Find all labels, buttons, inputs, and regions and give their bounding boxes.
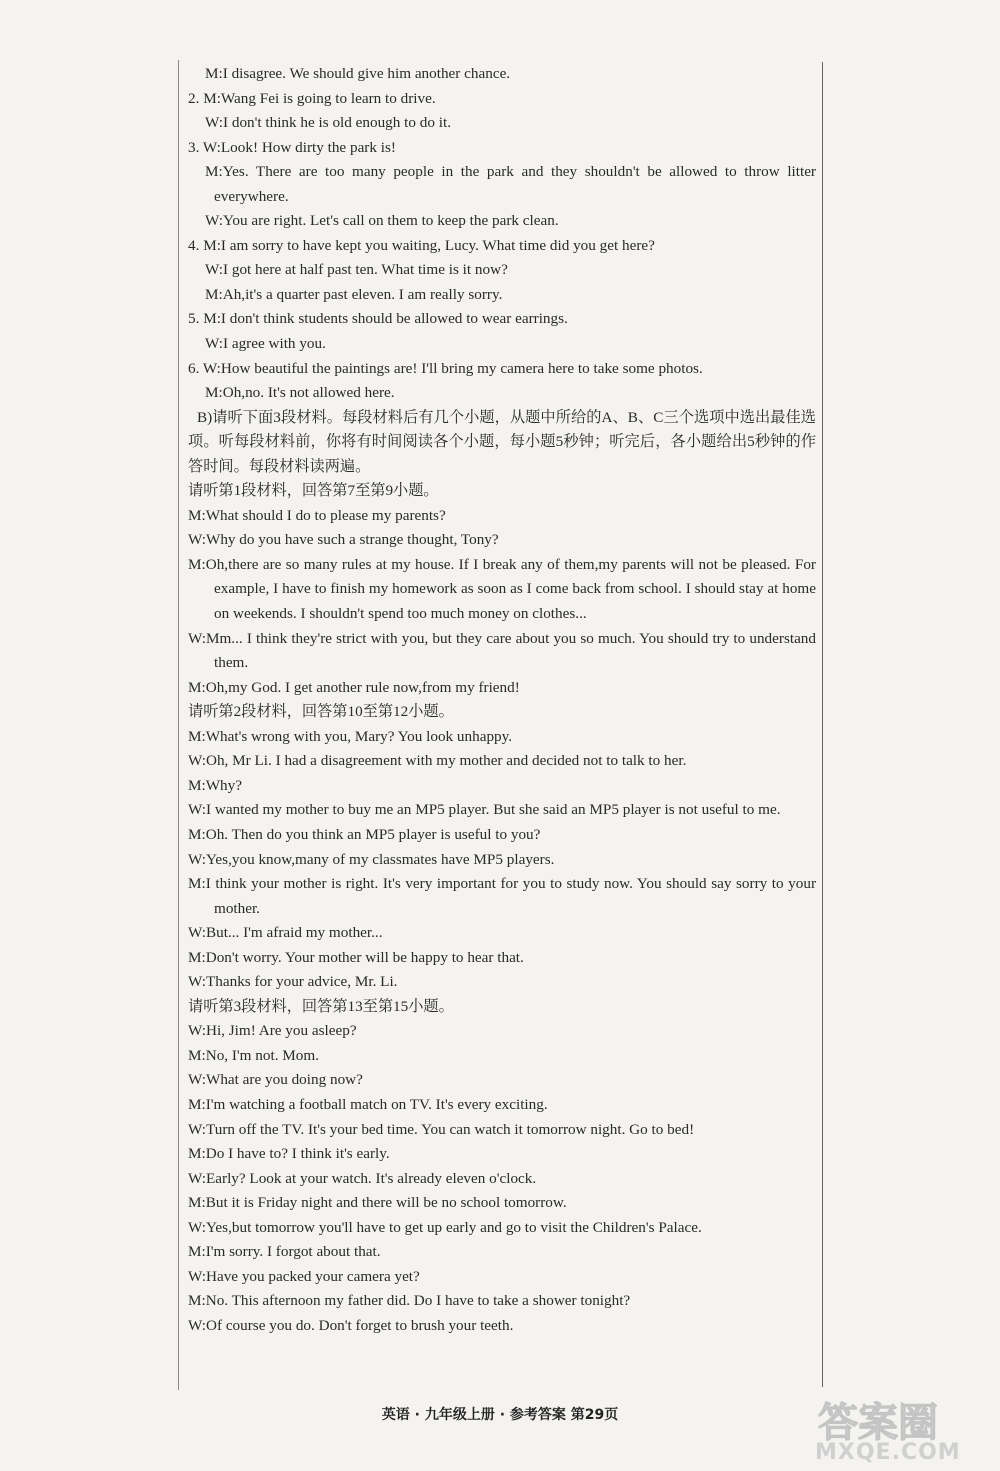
- text-paragraph: M:I think your mother is right. It's very important for you to study now. You should say sorry to your mother.: [188, 875, 816, 917]
- watermark-url: MXQE.COM: [815, 1440, 961, 1465]
- text-line: 3. W:Look! How dirty the park is!: [188, 138, 396, 156]
- text-line: M:Don't worry. Your mother will be happy to hear that.: [188, 948, 524, 966]
- text-paragraph: W:Mm... I think they're strict with you, but they care about you so much. You should try to understand them.: [188, 629, 816, 672]
- text-line: W:I don't think he is old enough to do it.: [205, 114, 451, 132]
- text-line: 5. M:I don't think students should be allowed to wear earrings.: [188, 310, 568, 328]
- text-line: W:I agree with you.: [205, 335, 326, 353]
- text-line: M:Oh,no. It's not allowed here.: [205, 384, 395, 402]
- text-line: W:Oh, Mr Li. I had a disagreement with my mother and decided not to talk to her.: [188, 752, 687, 770]
- text-line: W:Why do you have such a strange thought, Tony?: [188, 531, 499, 549]
- text-line: M:I'm sorry. I forgot about that.: [188, 1243, 381, 1261]
- transcript-body: [188, 62, 816, 1338]
- text-paragraph: M:Yes. There are too many people in the park and they shouldn't be allowed to throw litter everywhere.: [205, 163, 816, 205]
- text-line: W:Yes,you know,many of my classmates have MP5 players.: [188, 850, 555, 868]
- section-heading: 请听第2段材料，回答第10至第12小题。: [188, 703, 454, 721]
- text-line: M:Do I have to? I think it's early.: [188, 1145, 390, 1163]
- text-line: W:Early? Look at your watch. It's already eleven o'clock.: [188, 1169, 537, 1187]
- text-line: M:I'm watching a football match on TV. It's every exciting.: [188, 1095, 548, 1113]
- text-line: 2. M:Wang Fei is going to learn to drive.: [188, 89, 436, 107]
- left-margin-rule: [178, 60, 179, 1390]
- text-line: M:Why?: [188, 776, 242, 794]
- text-line: W:Of course you do. Don't forget to brush your teeth.: [188, 1316, 514, 1334]
- text-line: W:I got here at half past ten. What time is it now?: [205, 261, 508, 279]
- text-line: M:Oh. Then do you think an MP5 player is useful to you?: [188, 825, 541, 843]
- text-line: M:What's wrong with you, Mary? You look unhappy.: [188, 727, 513, 745]
- text-line: W:What are you doing now?: [188, 1071, 363, 1089]
- text-line: W:Yes,but tomorrow you'll have to get up early and go to visit the Children's Palace.: [188, 1218, 702, 1236]
- text-line: W:Thanks for your advice, Mr. Li.: [188, 973, 398, 991]
- section-heading: 请听第1段材料，回答第7至第9小题。: [188, 482, 439, 500]
- text-line: W:You are right. Let's call on them to keep the park clean.: [205, 212, 559, 230]
- text-line: W:Hi, Jim! Are you asleep?: [188, 1022, 357, 1040]
- right-margin-rule: [822, 62, 823, 1387]
- watermark-logo-text: 答案圈: [818, 1400, 938, 1446]
- text-line: M:Ah,it's a quarter past eleven. I am really sorry.: [205, 285, 503, 303]
- text-line: M:Oh,my God. I get another rule now,from my friend!: [188, 678, 520, 696]
- section-instructions: B)请听下面3段材料。每段材料后有几个小题，从题中所给的A、B、C三个选项中选出最佳选项。听每段材料前，你将有时间阅读各个小题，每小题5秒钟；听完后，各小题给出5秒钟的作答时间。每段材料读两遍。: [188, 408, 816, 475]
- text-line: M:I disagree. We should give him another chance.: [205, 65, 511, 82]
- section-heading: 请听第3段材料，回答第13至第15小题。: [188, 997, 454, 1015]
- text-line: 6. W:How beautiful the paintings are! I'll bring my camera here to take some photos.: [188, 359, 703, 377]
- text-paragraph: W:I wanted my mother to buy me an MP5 player. But she said an MP5 player is not useful to me.: [188, 801, 781, 819]
- text-line: W:But... I'm afraid my mother...: [188, 924, 383, 942]
- text-paragraph: M:Oh,there are so many rules at my house. If I break any of them,my parents will not be pleased. For example, I have to finish my homework as soon as I come back from school. I should stay at home on weekends. I shouldn't spend too much money on clothes...: [188, 555, 816, 623]
- text-line: M:No, I'm not. Mom.: [188, 1046, 319, 1064]
- text-line: 4. M:I am sorry to have kept you waiting, Lucy. What time did you get here?: [188, 236, 655, 254]
- text-line: W:Have you packed your camera yet?: [188, 1267, 420, 1285]
- text-line: M:What should I do to please my parents?: [188, 506, 446, 524]
- text-line: W:Turn off the TV. It's your bed time. You can watch it tomorrow night. Go to bed!: [188, 1120, 695, 1138]
- page-footer: 英语 · 九年级上册 · 参考答案 第29页: [381, 1407, 619, 1423]
- text-line: M:But it is Friday night and there will be no school tomorrow.: [188, 1194, 567, 1212]
- text-line: M:No. This afternoon my father did. Do I have to take a shower tonight?: [188, 1292, 631, 1310]
